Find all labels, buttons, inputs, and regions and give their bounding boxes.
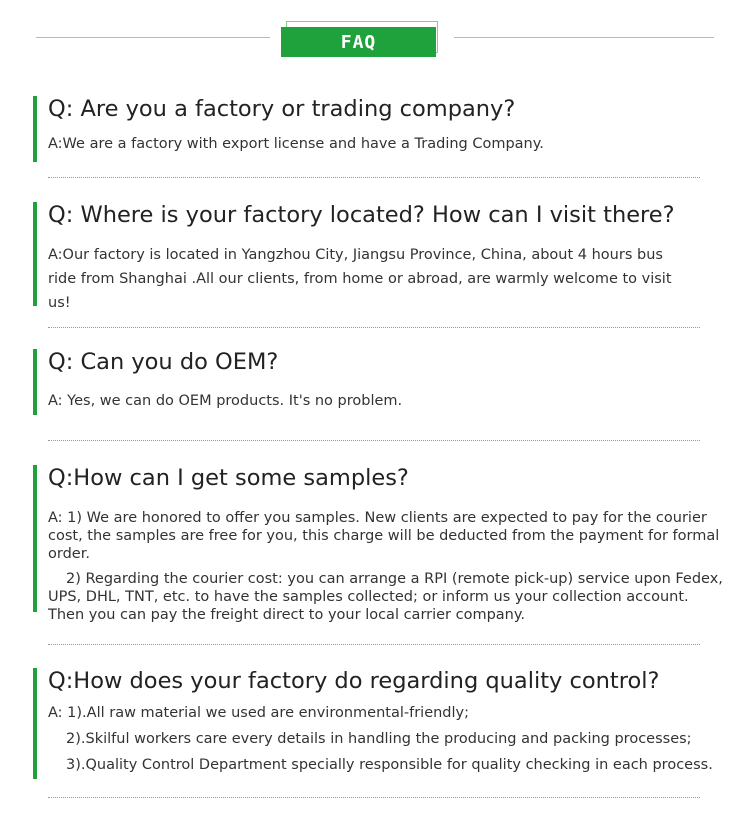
faq-separator [48,440,700,441]
faq-accent-bar [33,668,37,779]
faq-separator [48,177,700,178]
header-divider-right [454,37,714,38]
faq-answer-paragraph: A: 1).All raw material we used are environmental-friendly; [48,705,470,721]
faq-separator [48,797,700,798]
faq-answer-paragraph: A: 1) We are honored to offer you samples. New clients are expected to pay for the courier cost, the samples are free for you, this charge will be deducted from the payment for formal order. [48,510,720,562]
faq-answer-paragraph: A:Our factory is located in Yangzhou City, Jiangsu Province, China, about 4 hours bus ride from Shanghai .All our clients, from home or abroad, are warmly welcome to visit us! [48,247,672,311]
faq-question: Q:How can I get some samples? [48,465,409,491]
faq-answer [48,134,688,154]
faq-separator [48,644,700,645]
faq-accent-bar [33,96,37,162]
faq-answer [48,509,723,624]
faq-answer-paragraph: A: Yes, we can do OEM products. It's no problem. [48,393,403,409]
faq-accent-bar [33,465,37,612]
faq-question: Q: Are you a factory or trading company? [48,96,516,122]
faq-question: Q: Can you do OEM? [48,349,279,375]
faq-separator [48,327,700,328]
faq-question: Q: Where is your factory located? How can I visit there? [48,202,675,228]
faq-accent-bar [33,202,37,306]
faq-title-tab: FAQ [281,27,436,57]
faq-answer-paragraph: 2).Skilful workers care every details in handling the producing and packing processes; [66,731,692,747]
faq-answer-paragraph: A:We are a factory with export license and have a Trading Company. [48,136,544,152]
faq-accent-bar [33,349,37,415]
faq-answer [48,704,728,774]
header-divider-left [36,37,270,38]
faq-question: Q:How does your factory do regarding quality control? [48,668,660,694]
faq-answer-paragraph: 2) Regarding the courier cost: you can arrange a RPI (remote pick-up) service upon Fedex, UPS, DHL, TNT, etc. to have the samples collected; or inform us your collection account. Then you can pay the freight direct to your local carrier company. [48,571,723,623]
faq-answer-paragraph: 3).Quality Control Department specially responsible for quality checking in each process. [66,757,713,773]
faq-answer [48,391,688,411]
faq-answer [48,243,673,315]
